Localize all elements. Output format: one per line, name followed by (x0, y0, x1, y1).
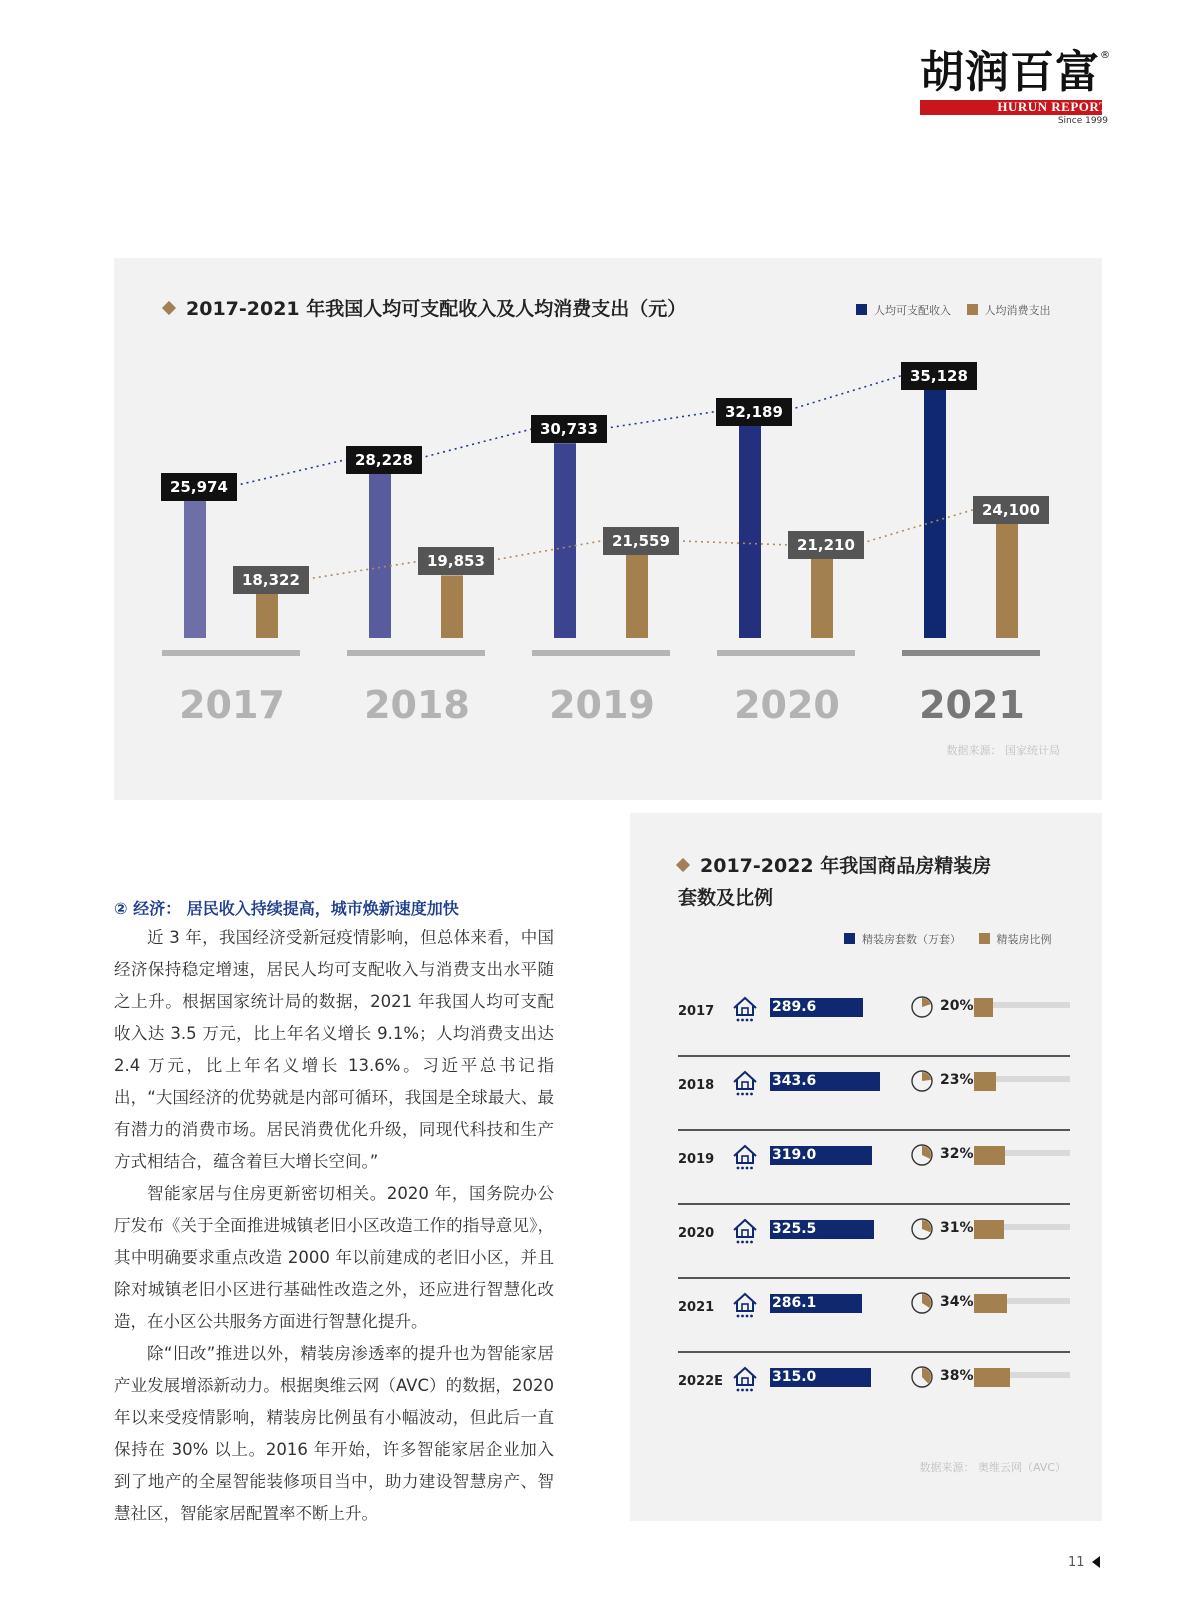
paragraph: 除“旧改”推进以外，精装房渗透率的提升也为智能家居产业发展增添新动力。根据奥维云网（AVC）的数据，2020 年以来受疫情影响，精装房比例虽有小幅波动，但此后一直保持在 30% 以上。2016 年开始，许多智能家居企业加入到了地产的全屋智能装修项目当中，助力建设智慧房产、智慧社区，智能家居配置率不断上升。 (114, 1344, 554, 1523)
house-icon (732, 1069, 758, 1097)
row-year: 2022E (678, 1374, 724, 1389)
income-value-label-2019: 30,733 (531, 415, 607, 443)
income-value-label-2017: 25,974 (161, 473, 237, 501)
year-label-2020: 2020 (734, 683, 840, 727)
income-value-label-2020: 32,189 (716, 398, 792, 426)
income-value-label-2021: 35,128 (901, 362, 977, 390)
year-label-2018: 2018 (364, 683, 470, 727)
housing-row-2018 (678, 1057, 1070, 1131)
expense-value-label-2018: 19,853 (418, 547, 494, 575)
ratio-bar (974, 998, 993, 1017)
legend-count-swatch (844, 933, 855, 944)
pie-icon (910, 1069, 934, 1093)
ratio-label: 23% (940, 1072, 974, 1088)
chart2-legend (844, 931, 1052, 947)
count-bar: 325.5 (770, 1220, 874, 1239)
year-label-2021: 2021 (919, 683, 1025, 727)
income-bar-2020 (739, 426, 761, 638)
pie-icon (910, 1143, 934, 1167)
row-year: 2019 (678, 1152, 715, 1167)
ratio-bar (974, 1072, 996, 1091)
expense-trend-line-segment (486, 541, 603, 562)
ratio-label: 32% (940, 1146, 974, 1162)
year-label-2017: 2017 (179, 683, 285, 727)
count-bar: 343.6 (770, 1072, 880, 1091)
body-text (114, 922, 554, 1530)
house-icon (732, 1365, 758, 1393)
year-baseline-2021 (902, 650, 1040, 656)
expense-value-label-2019: 21,559 (603, 527, 679, 555)
count-bar: 289.6 (770, 998, 863, 1017)
income-bar-2019 (554, 443, 576, 638)
row-year: 2018 (678, 1078, 715, 1093)
legend-ratio-swatch (979, 933, 990, 944)
year-baseline-2020 (717, 650, 855, 656)
income-expense-chart-panel (114, 258, 1102, 800)
row-year: 2021 (678, 1300, 715, 1315)
paragraph: 智能家居与住房更新密切相关。2020 年，国务院办公厅发布《关于全面推进城镇老旧小区改造工作的指导意见》，其中明确要求重点改造 2000 年以前建成的老旧小区，并且除对城镇老旧小区进行基础性改造之外，还应进行智慧化改造，在小区公共服务方面进行智慧化提升。 (114, 1184, 554, 1331)
income-trend-line-segment (229, 460, 346, 487)
income-trend-line-segment (599, 412, 716, 430)
income-value-label-2018: 28,228 (346, 446, 422, 474)
legend-ratio-label: 精装房比例 (996, 933, 1052, 946)
expense-value-label-2020: 21,210 (788, 531, 864, 559)
chart2-source: 数据来源： 奥维云网（AVC） (919, 1461, 1066, 1474)
logo-english-text: HURUN REPORT (997, 99, 1108, 114)
ratio-label: 38% (940, 1368, 974, 1384)
row-year: 2017 (678, 1004, 715, 1019)
decorated-housing-chart-panel (630, 813, 1102, 1521)
ratio-label: 31% (940, 1220, 974, 1236)
pie-icon (910, 1291, 934, 1315)
ratio-label: 34% (940, 1294, 974, 1310)
year-label-2019: 2019 (549, 683, 655, 727)
legend-count-label: 精装房套数（万套） (862, 933, 961, 946)
ratio-bar (974, 1220, 1004, 1239)
expense-value-label-2017: 18,322 (233, 566, 309, 594)
ratio-bar (974, 1368, 1010, 1387)
housing-row-2022E (678, 1353, 1070, 1427)
expense-trend-line-segment (671, 541, 788, 545)
ratio-bar (974, 1294, 1007, 1313)
legend-income-label: 人均可支配收入 (874, 304, 951, 317)
expense-value-label-2021: 24,100 (973, 496, 1049, 524)
house-icon (732, 995, 758, 1023)
chart2-title-line1: 2017-2022 年我国商品房精装房 (678, 851, 991, 878)
expense-bar-2019 (626, 555, 648, 638)
row-year: 2020 (678, 1226, 715, 1241)
expense-bar-2021 (996, 524, 1018, 638)
expense-bar-2020 (811, 559, 833, 638)
count-bar: 315.0 (770, 1368, 871, 1387)
income-bar-2018 (369, 474, 391, 638)
page-number: 11 (1068, 1555, 1085, 1570)
income-trend-line-segment (784, 376, 901, 412)
legend-expense-label: 人均消费支出 (984, 304, 1051, 317)
year-baseline-2018 (347, 650, 485, 656)
housing-row-2020 (678, 1205, 1070, 1279)
logo-since: Since 1999 (1057, 116, 1108, 126)
expense-bar-2017 (256, 594, 278, 638)
count-bar: 286.1 (770, 1294, 862, 1313)
count-bar: 319.0 (770, 1146, 872, 1165)
logo-chinese-text: 胡润百富 (920, 47, 1100, 98)
income-bar-2021 (924, 390, 946, 638)
section-heading: ② 经济： 居民收入持续提高，城市焕新速度加快 (114, 899, 459, 918)
house-icon (732, 1217, 758, 1245)
pie-icon (910, 1217, 934, 1241)
expense-trend-line-segment (301, 561, 418, 580)
housing-row-2021 (678, 1279, 1070, 1353)
hurun-logo (920, 48, 1110, 128)
expense-trend-line-segment (856, 510, 973, 545)
diamond-bullet-icon (676, 858, 690, 872)
housing-row-2017 (678, 983, 1070, 1057)
house-icon (732, 1291, 758, 1319)
house-icon (732, 1143, 758, 1171)
pie-icon (910, 995, 934, 1019)
income-bar-2017 (184, 501, 206, 638)
year-baseline-2017 (162, 650, 300, 656)
ratio-label: 20% (940, 998, 974, 1014)
chart2-title-line2: 套数及比例 (678, 887, 774, 909)
page-arrow-icon (1092, 1556, 1100, 1568)
income-trend-line-segment (414, 429, 531, 459)
logo-registered-mark: ® (1100, 50, 1110, 61)
paragraph: 近 3 年，我国经济受新冠疫情影响，但总体来看，中国经济保持稳定增速，居民人均可支配收入与消费支出水平随之上升。根据国家统计局的数据，2021 年我国人均可支配收入达 3.5 万元，比上年名义增长 9.1%；人均消费支出达 2.4 万元，比上年名义增长 13.6%。习近平总书记指出，“大国经济的优势就是内部可循环，我国是全球最大、最有潜力的消费市场。居民消费优化升级，同现代科技和生产方式相结合，蕴含着巨大增长空间。” (114, 928, 554, 1171)
chart1-source: 数据来源： 国家统计局 (946, 744, 1060, 757)
pie-icon (910, 1365, 934, 1389)
expense-bar-2018 (441, 575, 463, 638)
ratio-bar (974, 1146, 1005, 1165)
chart1-title: 2017-2021 年我国人均可支配收入及人均消费支出（元） (164, 294, 686, 321)
housing-row-2019 (678, 1131, 1070, 1205)
year-baseline-2019 (532, 650, 670, 656)
